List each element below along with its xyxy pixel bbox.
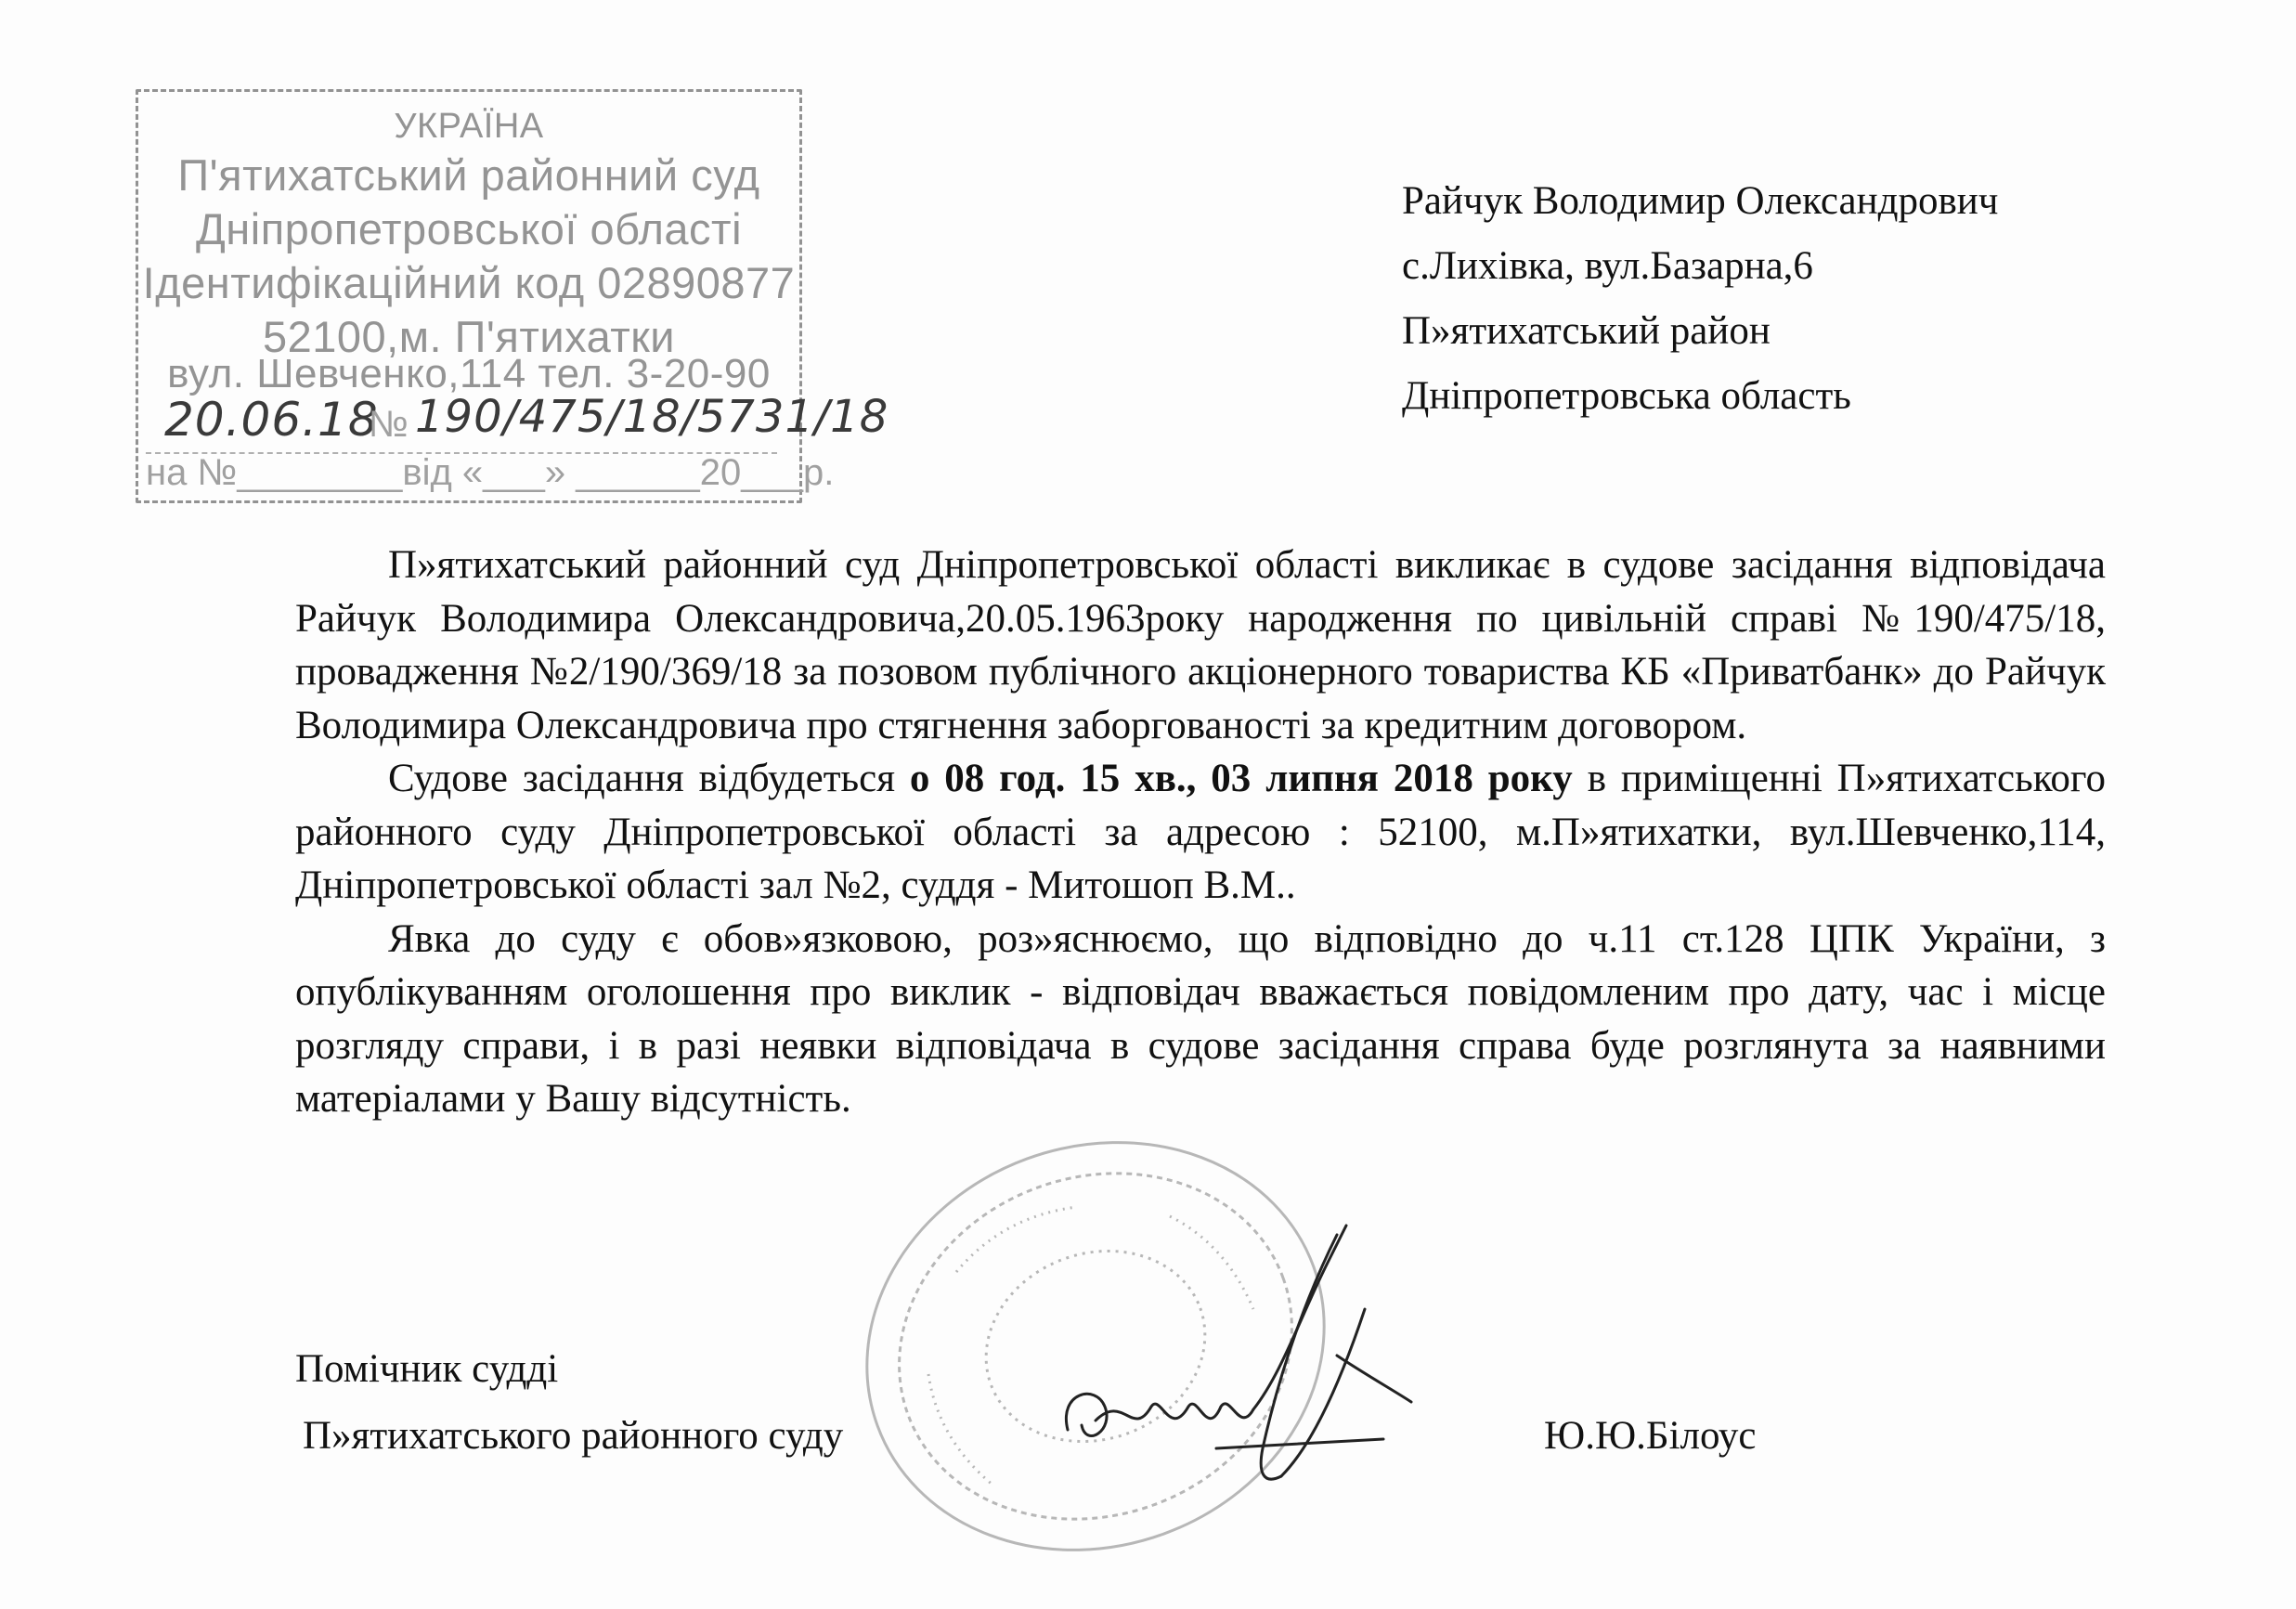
- addressee-block: [1402, 169, 2238, 429]
- court-registration-stamp: [136, 89, 889, 503]
- paragraph-hearing: [295, 752, 2106, 913]
- stamp-reply-row: на №________від «___» ______20___р.: [146, 452, 835, 493]
- stamp-outgoing-row: [146, 391, 889, 454]
- stamp-line-city: 52100,м. П'ятихатки: [262, 312, 676, 361]
- stamp-line-region: Дніпропетровської області: [195, 204, 743, 253]
- addressee-region: Дніпропетровська область: [1402, 374, 1851, 418]
- signature-block: [295, 1346, 2106, 1495]
- addressee-district: П»ятихатський район: [1402, 309, 1771, 353]
- stamp-handwritten-number: 190/475/18/5731/18: [415, 391, 889, 443]
- stamp-line-code: Ідентифікаційний код 02890877: [142, 258, 796, 307]
- stamp-line-address: вул. Шевченко,114 тел. 3-20-90: [167, 351, 771, 396]
- stamp-handwritten-date: 20.06.18: [164, 393, 379, 447]
- hearing-datetime: о 08 год. 15 хв., 03 липня 2018 року: [909, 757, 1573, 800]
- addressee-name: Райчук Володимир Олександрович: [1402, 179, 1999, 223]
- letter-body: [295, 538, 2106, 1126]
- hearing-intro: Судове засідання відбудеться: [388, 757, 910, 800]
- signer-position: Помічник судді: [295, 1347, 559, 1391]
- signer-court: П»ятихатського районного суду: [303, 1414, 844, 1458]
- paragraph-summons: П»ятихатський районний суд Дніпропетровської області викликає в судове засідання відповідача Райчук Володимира Олександровича,20.05.1963року народження по цивільній справі №190/475/18, провадження №2/190/369/18 за позовом публічного акціонерного товариства КБ «Приватбанк» до Райчук Володимира Олександровича про стягнення заборгованості за кредитним договором.: [295, 543, 2106, 747]
- paragraph-attendance: Явка до суду є обов»язковою, роз»яснюємо, що відповідно до ч.11 ст.128 ЦПК України, з опублікуванням оголошення про виклик - відповідач вважається повідомленим про дату, час і місце розгляду справи, і в разі неявки відповідача в судове засідання справа буде розглянута за наявними матеріалами у Вашу відсутність.: [295, 916, 2106, 1121]
- stamp-number-label: №: [369, 404, 409, 445]
- signer-name: Ю.Ю.Білоус: [1544, 1414, 1757, 1458]
- stamp-line-country: УКРАЇНА: [394, 107, 544, 146]
- stamp-line-court: П'ятихатський районний суд: [177, 150, 760, 200]
- hearing-location: в приміщенні П»ятихатського районного суду Дніпропетровської області за адресою : 52100, м.П»ятихатки, вул.Шевченко,114, Дніпропетровської області зал №2, суддя - Митошоп В.М..: [295, 757, 2106, 907]
- addressee-street: с.Лихівка, вул.Базарна,6: [1402, 244, 1813, 288]
